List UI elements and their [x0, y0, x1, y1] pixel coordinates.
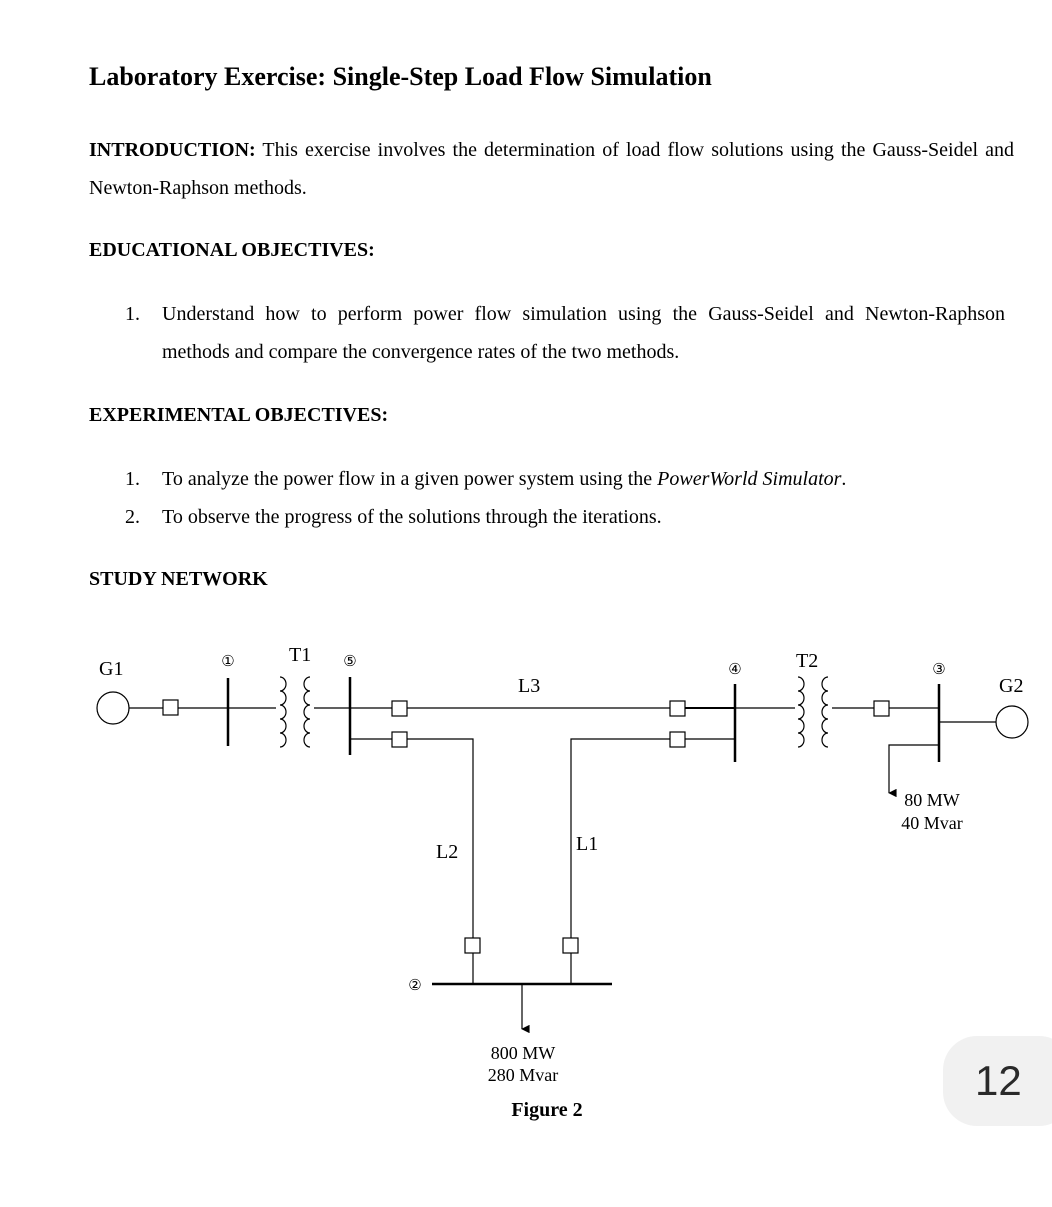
breaker-symbol [465, 938, 480, 953]
breaker-symbol [874, 701, 889, 716]
list-number: 1. [125, 303, 140, 325]
list-text: To observe the progress of the solutions through the iterations. [162, 506, 662, 528]
one-line-diagram [0, 600, 1052, 1140]
list-item [125, 498, 1005, 536]
breaker-symbol [670, 732, 685, 747]
educational-objectives-list [125, 295, 1005, 371]
list-number: 2. [125, 506, 140, 528]
load-bus3-mvar: 40 Mvar [901, 813, 963, 833]
list-item [125, 460, 1005, 498]
breaker-symbol [563, 938, 578, 953]
bus-1-label: ① [221, 654, 235, 670]
list-item [125, 295, 1005, 371]
load-bus3-mw: 80 MW [904, 790, 960, 810]
page-number: 12 [975, 1057, 1022, 1104]
list-text: Understand how to perform power flow simulation using the Gauss-Seidel and Newton-Raphson methods and compare the convergence rates of the two methods. [162, 303, 1005, 363]
generator-g2-label: G2 [999, 675, 1024, 697]
transformer-t1-label: T1 [289, 644, 312, 666]
bus-3-label: ③ [932, 662, 946, 678]
generator-g1-symbol [97, 692, 129, 724]
line-l2-label: L2 [436, 841, 459, 863]
introduction-label: INTRODUCTION: [89, 139, 256, 161]
generator-g2-symbol [996, 706, 1028, 738]
line-l3-label: L3 [518, 675, 541, 697]
list-number: 1. [125, 468, 140, 490]
list-text: To analyze the power flow in a given power system using the [162, 468, 658, 490]
breaker-symbol [392, 701, 407, 716]
transformer-t2-label: T2 [796, 650, 819, 672]
load-bus3-arrow [889, 745, 939, 793]
breaker-symbol [392, 732, 407, 747]
list-text-end: . [841, 468, 847, 490]
load-bus2-mvar: 280 Mvar [487, 1065, 559, 1085]
document-title: Laboratory Exercise: Single-Step Load Flow Simulation [89, 62, 712, 91]
introduction-text: This exercise involves the determination of load flow solutions using the Gauss-Seidel and Newton-Raphson methods. [89, 139, 1014, 199]
bus-4-label: ④ [728, 662, 742, 678]
line-l1-label: L1 [576, 833, 599, 855]
bus-5-label: ⑤ [343, 654, 357, 670]
software-name: PowerWorld Simulator [657, 468, 842, 490]
line-l2 [407, 739, 473, 938]
experimental-objectives-list [125, 460, 1005, 536]
transformer-t2-symbol [798, 677, 828, 747]
transformer-t1-symbol [280, 677, 310, 747]
breaker-symbol [163, 700, 178, 715]
study-network-heading: STUDY NETWORK [89, 568, 268, 590]
generator-g1-label: G1 [99, 658, 124, 680]
breaker-symbol [670, 701, 685, 716]
introduction-paragraph [89, 131, 1014, 207]
educational-objectives-heading: EDUCATIONAL OBJECTIVES: [89, 239, 375, 261]
figure-caption: Figure 2 [511, 1099, 583, 1121]
bus-2-label: ② [408, 978, 422, 994]
experimental-objectives-heading: EXPERIMENTAL OBJECTIVES: [89, 404, 389, 426]
load-bus2-mw: 800 MW [490, 1043, 556, 1063]
